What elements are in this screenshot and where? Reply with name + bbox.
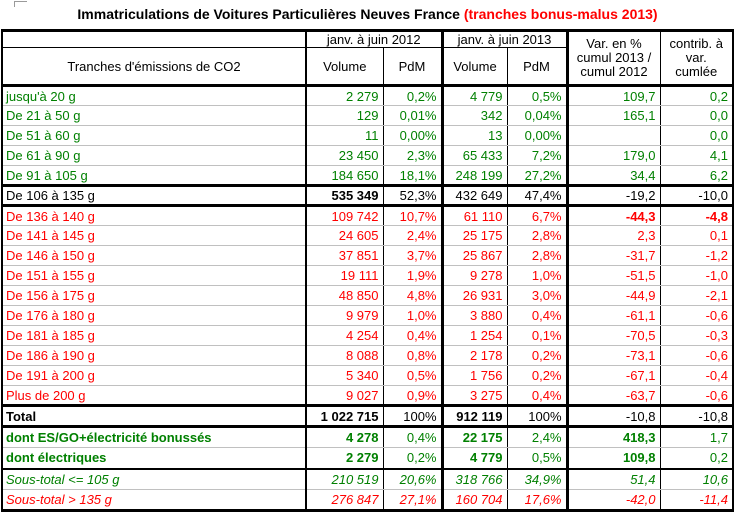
variation-cell: 165,1 bbox=[567, 106, 660, 126]
period-2013-header: janv. à juin 2013 bbox=[442, 31, 567, 48]
contribution-cell: -0,6 bbox=[660, 386, 733, 406]
volume-2012-cell: 184 650 bbox=[306, 166, 383, 186]
co2-range-label: De 176 à 180 g bbox=[2, 306, 306, 326]
table-row bbox=[2, 469, 733, 490]
empty-corner-cell bbox=[2, 31, 306, 48]
variation-cell: -63,7 bbox=[567, 386, 660, 406]
table-row bbox=[2, 386, 733, 406]
volume-2012-cell: 5 340 bbox=[306, 366, 383, 386]
pdm-2013-cell: 27,2% bbox=[507, 166, 567, 186]
contribution-cell: 0,0 bbox=[660, 126, 733, 146]
co2-range-label: De 186 à 190 g bbox=[2, 346, 306, 366]
pdm-2012-cell: 1,9% bbox=[383, 266, 442, 286]
volume-2013-cell: 3 880 bbox=[442, 306, 507, 326]
pdm-2012-cell: 0,2% bbox=[383, 448, 442, 469]
table-row bbox=[2, 346, 733, 366]
contribution-cell: -0,3 bbox=[660, 326, 733, 346]
pdm-2013-cell: 0,4% bbox=[507, 386, 567, 406]
volume-2012-cell: 1 022 715 bbox=[306, 406, 383, 427]
contribution-header: contrib. à var. cumlée bbox=[660, 31, 733, 86]
pdm-2013-cell: 6,7% bbox=[507, 206, 567, 226]
volume-2012-cell: 210 519 bbox=[306, 469, 383, 490]
pdm-2012-cell: 52,3% bbox=[383, 186, 442, 206]
variation-cell: 2,3 bbox=[567, 226, 660, 246]
co2-range-label: Sous-total <= 105 g bbox=[2, 469, 306, 490]
volume-2013-cell: 25 175 bbox=[442, 226, 507, 246]
table-row bbox=[2, 226, 733, 246]
pdm-2013-cell: 0,5% bbox=[507, 86, 567, 106]
contribution-cell: 6,2 bbox=[660, 166, 733, 186]
volume-2012-cell: 24 605 bbox=[306, 226, 383, 246]
pdm-2012-cell: 0,5% bbox=[383, 366, 442, 386]
pdm-2012-cell: 2,4% bbox=[383, 226, 442, 246]
volume-2012-cell: 2 279 bbox=[306, 448, 383, 469]
co2-range-label: dont électriques bbox=[2, 448, 306, 469]
volume-2012-cell: 23 450 bbox=[306, 146, 383, 166]
pdm-2012-cell: 0,8% bbox=[383, 346, 442, 366]
volume-2012-header: Volume bbox=[306, 48, 383, 86]
period-2012-header: janv. à juin 2012 bbox=[306, 31, 442, 48]
volume-2012-cell: 9 027 bbox=[306, 386, 383, 406]
volume-2013-cell: 4 779 bbox=[442, 448, 507, 469]
pdm-2012-cell: 0,4% bbox=[383, 427, 442, 448]
table-row bbox=[2, 86, 733, 106]
pdm-2013-cell: 0,00% bbox=[507, 126, 567, 146]
variation-cell: 34,4 bbox=[567, 166, 660, 186]
pdm-2013-cell: 100% bbox=[507, 406, 567, 427]
volume-2012-cell: 4 278 bbox=[306, 427, 383, 448]
variation-cell: -51,5 bbox=[567, 266, 660, 286]
pdm-2013-cell: 0,4% bbox=[507, 306, 567, 326]
variation-cell: -67,1 bbox=[567, 366, 660, 386]
table-row bbox=[2, 448, 733, 469]
contribution-cell: 10,6 bbox=[660, 469, 733, 490]
volume-2013-cell: 65 433 bbox=[442, 146, 507, 166]
variation-cell: -70,5 bbox=[567, 326, 660, 346]
table-row bbox=[2, 266, 733, 286]
volume-2012-cell: 535 349 bbox=[306, 186, 383, 206]
co2-range-label: Total bbox=[2, 406, 306, 427]
contribution-cell: 0,2 bbox=[660, 86, 733, 106]
header-row-periods bbox=[2, 31, 733, 48]
table-row bbox=[2, 166, 733, 186]
pdm-2013-cell: 3,0% bbox=[507, 286, 567, 306]
table-body bbox=[2, 86, 733, 511]
volume-2013-cell: 2 178 bbox=[442, 346, 507, 366]
page-title-main: Immatriculations de Voitures Particulières Neuves France bbox=[77, 6, 464, 22]
volume-2012-cell: 129 bbox=[306, 106, 383, 126]
co2-range-label: De 141 à 145 g bbox=[2, 226, 306, 246]
pdm-2012-cell: 27,1% bbox=[383, 490, 442, 511]
volume-2013-cell: 1 756 bbox=[442, 366, 507, 386]
volume-2013-cell: 432 649 bbox=[442, 186, 507, 206]
table-row bbox=[2, 146, 733, 166]
co2-range-label: De 146 à 150 g bbox=[2, 246, 306, 266]
co2-column-header: Tranches d'émissions de CO2 bbox=[2, 48, 306, 86]
volume-2013-cell: 1 254 bbox=[442, 326, 507, 346]
contribution-cell: -1,2 bbox=[660, 246, 733, 266]
page-title bbox=[0, 6, 735, 22]
volume-2013-header: Volume bbox=[442, 48, 507, 86]
pdm-2012-cell: 2,3% bbox=[383, 146, 442, 166]
volume-2013-cell: 22 175 bbox=[442, 427, 507, 448]
contribution-cell: -0,6 bbox=[660, 306, 733, 326]
co2-range-label: De 191 à 200 g bbox=[2, 366, 306, 386]
volume-2012-cell: 109 742 bbox=[306, 206, 383, 226]
volume-2012-cell: 11 bbox=[306, 126, 383, 146]
variation-cell: -44,9 bbox=[567, 286, 660, 306]
table-row bbox=[2, 366, 733, 386]
co2-range-label: Plus de 200 g bbox=[2, 386, 306, 406]
volume-2013-cell: 248 199 bbox=[442, 166, 507, 186]
volume-2012-cell: 8 088 bbox=[306, 346, 383, 366]
co2-range-label: De 21 à 50 g bbox=[2, 106, 306, 126]
pdm-2013-cell: 0,5% bbox=[507, 448, 567, 469]
contribution-cell: 0,1 bbox=[660, 226, 733, 246]
volume-2013-cell: 61 110 bbox=[442, 206, 507, 226]
pdm-2013-cell: 1,0% bbox=[507, 266, 567, 286]
pdm-2012-cell: 4,8% bbox=[383, 286, 442, 306]
volume-2013-cell: 342 bbox=[442, 106, 507, 126]
co2-range-label: Sous-total > 135 g bbox=[2, 490, 306, 511]
variation-cell: 51,4 bbox=[567, 469, 660, 490]
pdm-2012-cell: 20,6% bbox=[383, 469, 442, 490]
pdm-2012-cell: 10,7% bbox=[383, 206, 442, 226]
contribution-cell: 0,2 bbox=[660, 448, 733, 469]
co2-range-label: De 151 à 155 g bbox=[2, 266, 306, 286]
table-row bbox=[2, 306, 733, 326]
variation-cell: 418,3 bbox=[567, 427, 660, 448]
co2-range-label: De 91 à 105 g bbox=[2, 166, 306, 186]
table-row bbox=[2, 106, 733, 126]
volume-2012-cell: 19 111 bbox=[306, 266, 383, 286]
co2-range-label: De 106 à 135 g bbox=[2, 186, 306, 206]
variation-cell: -73,1 bbox=[567, 346, 660, 366]
table-row bbox=[2, 246, 733, 266]
table-row bbox=[2, 126, 733, 146]
contribution-cell: 4,1 bbox=[660, 146, 733, 166]
pdm-2013-cell: 34,9% bbox=[507, 469, 567, 490]
contribution-cell: -2,1 bbox=[660, 286, 733, 306]
pdm-2013-cell: 17,6% bbox=[507, 490, 567, 511]
pdm-2013-cell: 2,4% bbox=[507, 427, 567, 448]
co2-range-label: De 136 à 140 g bbox=[2, 206, 306, 226]
contribution-cell: -0,4 bbox=[660, 366, 733, 386]
contribution-cell: -1,0 bbox=[660, 266, 733, 286]
variation-cell: 109,7 bbox=[567, 86, 660, 106]
volume-2012-cell: 9 979 bbox=[306, 306, 383, 326]
table-row bbox=[2, 206, 733, 226]
pdm-2013-cell: 7,2% bbox=[507, 146, 567, 166]
volume-2013-cell: 4 779 bbox=[442, 86, 507, 106]
pdm-2013-cell: 2,8% bbox=[507, 226, 567, 246]
variation-cell: -31,7 bbox=[567, 246, 660, 266]
pdm-2012-cell: 18,1% bbox=[383, 166, 442, 186]
volume-2013-cell: 912 119 bbox=[442, 406, 507, 427]
contribution-cell: -10,0 bbox=[660, 186, 733, 206]
co2-range-label: dont ES/GO+électricité bonussés bbox=[2, 427, 306, 448]
variation-header: Var. en % cumul 2013 / cumul 2012 bbox=[567, 31, 660, 86]
pdm-2013-cell: 47,4% bbox=[507, 186, 567, 206]
co2-range-label: jusqu'à 20 g bbox=[2, 86, 306, 106]
table-row bbox=[2, 186, 733, 206]
pdm-2013-header: PdM bbox=[507, 48, 567, 86]
pdm-2012-cell: 3,7% bbox=[383, 246, 442, 266]
volume-2013-cell: 318 766 bbox=[442, 469, 507, 490]
pdm-2012-header: PdM bbox=[383, 48, 442, 86]
volume-2012-cell: 276 847 bbox=[306, 490, 383, 511]
volume-2012-cell: 37 851 bbox=[306, 246, 383, 266]
variation-cell: 179,0 bbox=[567, 146, 660, 166]
co2-range-label: De 181 à 185 g bbox=[2, 326, 306, 346]
pdm-2012-cell: 0,4% bbox=[383, 326, 442, 346]
table-row bbox=[2, 490, 733, 511]
variation-cell: -61,1 bbox=[567, 306, 660, 326]
pdm-2012-cell: 0,9% bbox=[383, 386, 442, 406]
variation-cell: -44,3 bbox=[567, 206, 660, 226]
pdm-2013-cell: 0,2% bbox=[507, 346, 567, 366]
contribution-cell: -10,8 bbox=[660, 406, 733, 427]
pdm-2013-cell: 0,1% bbox=[507, 326, 567, 346]
volume-2013-cell: 26 931 bbox=[442, 286, 507, 306]
volume-2013-cell: 25 867 bbox=[442, 246, 507, 266]
table-row bbox=[2, 427, 733, 448]
volume-2012-cell: 4 254 bbox=[306, 326, 383, 346]
pdm-2013-cell: 2,8% bbox=[507, 246, 567, 266]
page-title-highlight: (tranches bonus-malus 2013) bbox=[463, 6, 658, 22]
variation-cell: -19,2 bbox=[567, 186, 660, 206]
pdm-2013-cell: 0,04% bbox=[507, 106, 567, 126]
variation-cell: 109,8 bbox=[567, 448, 660, 469]
volume-2013-cell: 3 275 bbox=[442, 386, 507, 406]
contribution-cell: -0,6 bbox=[660, 346, 733, 366]
co2-range-label: De 61 à 90 g bbox=[2, 146, 306, 166]
table-row bbox=[2, 326, 733, 346]
contribution-cell: 0,0 bbox=[660, 106, 733, 126]
variation-cell: -10,8 bbox=[567, 406, 660, 427]
contribution-cell: 1,7 bbox=[660, 427, 733, 448]
contribution-cell: -4,8 bbox=[660, 206, 733, 226]
variation-cell bbox=[567, 126, 660, 146]
volume-2012-cell: 48 850 bbox=[306, 286, 383, 306]
volume-2012-cell: 2 279 bbox=[306, 86, 383, 106]
pdm-2012-cell: 1,0% bbox=[383, 306, 442, 326]
pdm-2012-cell: 0,00% bbox=[383, 126, 442, 146]
table-row bbox=[2, 406, 733, 427]
pdm-2012-cell: 0,01% bbox=[383, 106, 442, 126]
variation-cell: -42,0 bbox=[567, 490, 660, 511]
pdm-2012-cell: 0,2% bbox=[383, 86, 442, 106]
pdm-2012-cell: 100% bbox=[383, 406, 442, 427]
volume-2013-cell: 160 704 bbox=[442, 490, 507, 511]
co2-range-label: De 51 à 60 g bbox=[2, 126, 306, 146]
co2-range-label: De 156 à 175 g bbox=[2, 286, 306, 306]
volume-2013-cell: 13 bbox=[442, 126, 507, 146]
table-row bbox=[2, 286, 733, 306]
co2-emissions-table bbox=[1, 29, 734, 512]
volume-2013-cell: 9 278 bbox=[442, 266, 507, 286]
contribution-cell: -11,4 bbox=[699, 492, 728, 507]
pdm-2013-cell: 0,2% bbox=[507, 366, 567, 386]
